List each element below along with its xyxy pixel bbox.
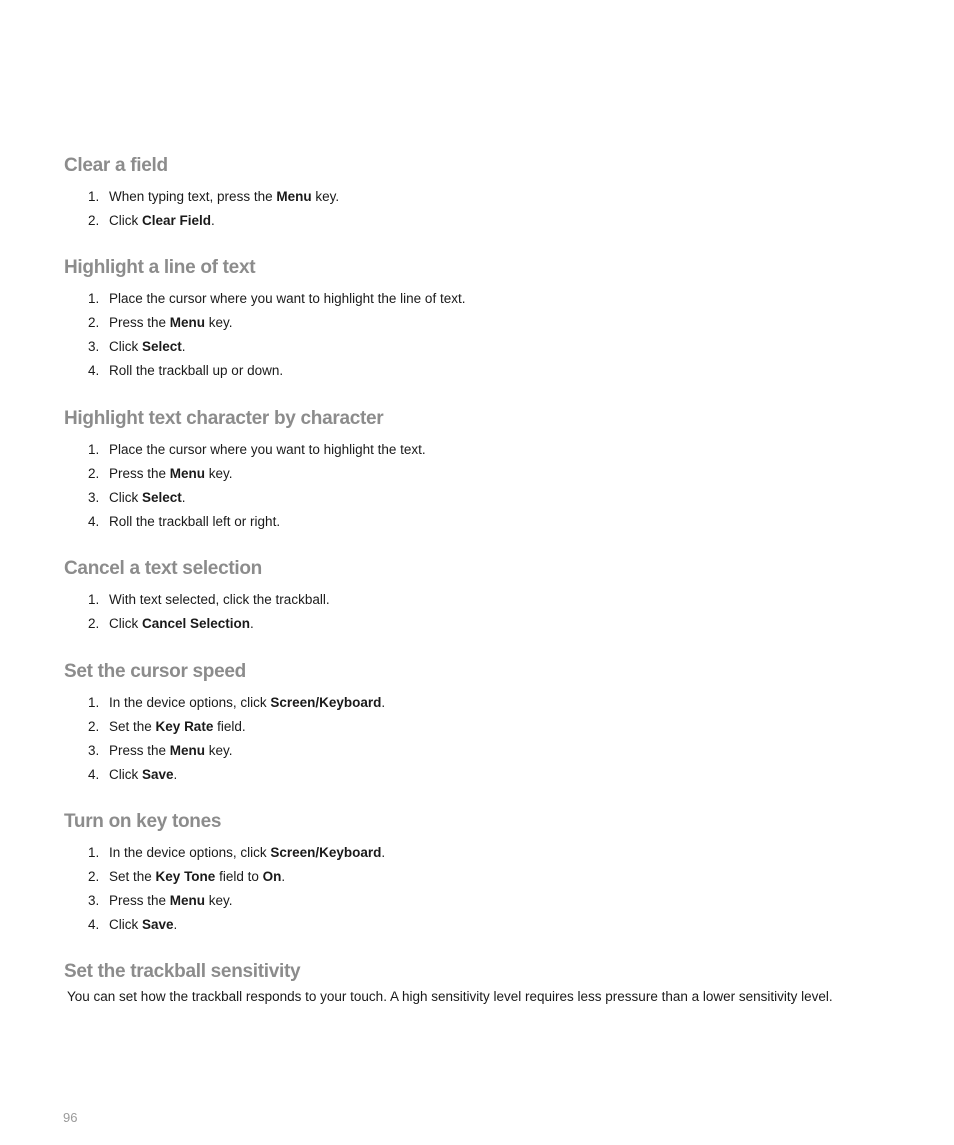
step-item <box>64 335 924 359</box>
step-item <box>64 913 924 937</box>
step-text: In the device options, click Screen/Keyboard. <box>109 695 386 710</box>
section-heading: Cancel a text selection <box>64 558 262 579</box>
step-text: Press the Menu key. <box>109 743 233 758</box>
step-item <box>64 691 924 715</box>
step-text: Press the Menu key. <box>109 315 233 330</box>
step-number: 2. <box>88 213 100 228</box>
section-heading: Turn on key tones <box>64 811 222 832</box>
step-item <box>64 287 924 311</box>
step-text: With text selected, click the trackball. <box>109 592 330 607</box>
steps-list <box>64 588 924 636</box>
section-paragraph: You can set how the trackball responds to your touch. A high sensitivity level requires less pressure than a lower sensitivity level. <box>67 989 833 1004</box>
step-text: In the device options, click Screen/Keyboard. <box>109 845 386 860</box>
steps-list <box>64 841 924 937</box>
section-trackball-sensitivity <box>64 960 924 1007</box>
step-item <box>64 865 924 889</box>
step-number: 3. <box>88 893 100 908</box>
step-text: Set the Key Rate field. <box>109 719 246 734</box>
step-text: Place the cursor where you want to highlight the text. <box>109 442 426 457</box>
steps-list <box>64 438 924 534</box>
section-heading: Clear a field <box>64 155 168 176</box>
step-text: Roll the trackball left or right. <box>109 514 281 529</box>
step-text: Place the cursor where you want to highlight the line of text. <box>109 291 466 306</box>
section-key-tones <box>64 810 924 937</box>
section-heading: Set the trackball sensitivity <box>64 961 301 982</box>
step-number: 2. <box>88 719 100 734</box>
section-highlight-line <box>64 256 924 383</box>
step-number: 2. <box>88 616 100 631</box>
step-number: 1. <box>88 592 100 607</box>
step-number: 1. <box>88 189 100 204</box>
step-item <box>64 486 924 510</box>
step-item <box>64 889 924 913</box>
section-heading: Set the cursor speed <box>64 661 246 682</box>
step-number: 4. <box>88 363 100 378</box>
section-cancel-selection <box>64 557 924 636</box>
step-item <box>64 510 924 534</box>
step-number: 4. <box>88 917 100 932</box>
step-item <box>64 185 924 209</box>
steps-list <box>64 691 924 787</box>
step-number: 1. <box>88 695 100 710</box>
step-item <box>64 209 924 233</box>
step-text: When typing text, press the Menu key. <box>109 189 340 204</box>
step-item <box>64 359 924 383</box>
step-number: 3. <box>88 490 100 505</box>
step-item <box>64 763 924 787</box>
step-item <box>64 841 924 865</box>
step-text: Click Select. <box>109 490 186 505</box>
step-text: Click Select. <box>109 339 186 354</box>
step-text: Click Cancel Selection. <box>109 616 254 631</box>
step-number: 2. <box>88 869 100 884</box>
steps-list <box>64 287 924 383</box>
step-number: 3. <box>88 743 100 758</box>
page-number: 96 <box>63 1110 78 1125</box>
step-item <box>64 462 924 486</box>
step-item <box>64 612 924 636</box>
step-number: 4. <box>88 514 100 529</box>
step-number: 1. <box>88 845 100 860</box>
step-text: Press the Menu key. <box>109 893 233 908</box>
section-heading: Highlight text character by character <box>64 408 384 429</box>
step-item <box>64 588 924 612</box>
section-clear-field <box>64 154 924 233</box>
step-text: Set the Key Tone field to On. <box>109 869 286 884</box>
step-text: Click Save. <box>109 917 178 932</box>
step-text: Roll the trackball up or down. <box>109 363 284 378</box>
steps-list <box>64 185 924 233</box>
step-number: 1. <box>88 442 100 457</box>
step-item <box>64 715 924 739</box>
step-text: Click Save. <box>109 767 178 782</box>
step-item <box>64 739 924 763</box>
step-item <box>64 311 924 335</box>
section-cursor-speed <box>64 660 924 787</box>
step-number: 3. <box>88 339 100 354</box>
step-number: 2. <box>88 466 100 481</box>
step-number: 2. <box>88 315 100 330</box>
step-text: Click Clear Field. <box>109 213 215 228</box>
section-highlight-character <box>64 407 924 534</box>
step-item <box>64 438 924 462</box>
section-heading: Highlight a line of text <box>64 257 256 278</box>
step-number: 4. <box>88 767 100 782</box>
step-number: 1. <box>88 291 100 306</box>
step-text: Press the Menu key. <box>109 466 233 481</box>
